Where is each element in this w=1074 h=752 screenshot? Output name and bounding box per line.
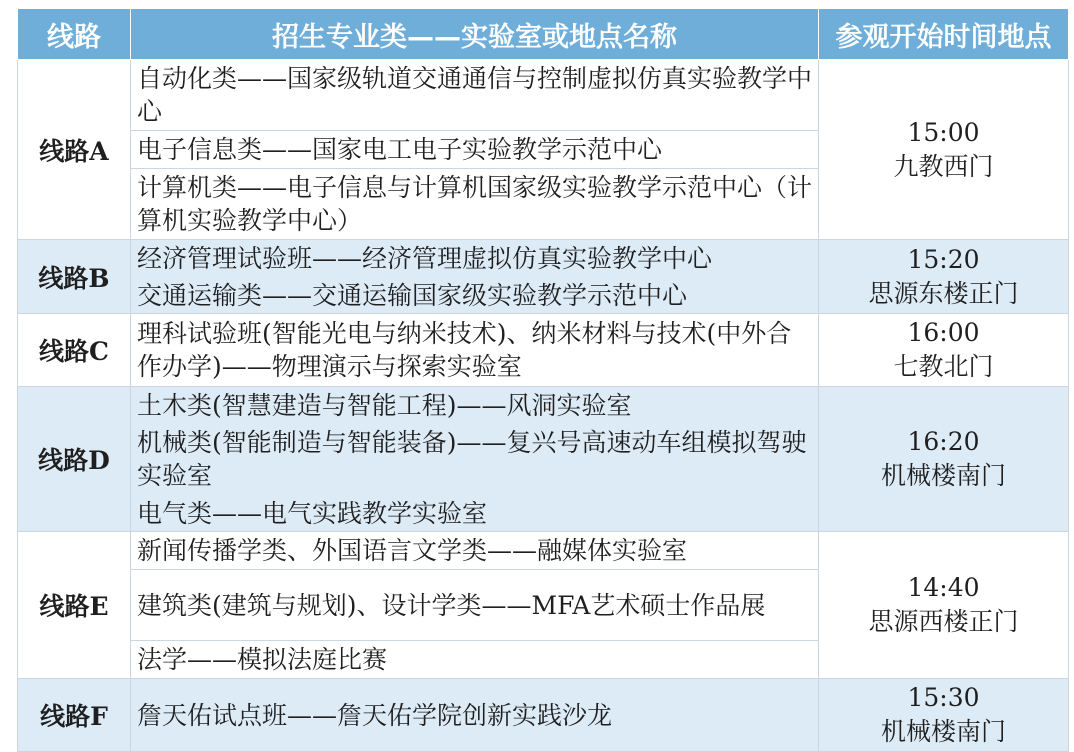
time-place-cell (819, 240, 1069, 314)
program-item: 土木类(智慧建造与智能工程)——风洞实验室 (131, 387, 819, 424)
program-item: 自动化类——国家级轨道交通通信与控制虚拟仿真实验教学中心 (131, 60, 819, 131)
program-item: 建筑类(建筑与规划)、设计学类——MFA艺术硕士作品展 (131, 570, 819, 641)
header-program: 招生专业类——实验室或地点名称 (131, 9, 819, 60)
program-item: 电子信息类——国家电工电子实验教学示范中心 (131, 131, 819, 169)
table-row (18, 532, 1069, 570)
program-item: 法学——模拟法庭比赛 (131, 641, 819, 679)
program-item: 经济管理试验班——经济管理虚拟仿真实验教学中心 (131, 240, 819, 277)
program-item: 电气类——电气实践教学实验室 (131, 495, 819, 532)
route-label: 线路A (18, 60, 131, 240)
start-time: 15:00 (907, 117, 980, 147)
header-route: 线路 (18, 9, 131, 60)
table-row (18, 240, 1069, 277)
table-row (18, 387, 1069, 424)
program-item: 詹天佑试点班——詹天佑学院创新实践沙龙 (131, 679, 819, 752)
time-place-cell (819, 679, 1069, 752)
table-row (18, 314, 1069, 387)
program-item: 机械类(智能制造与智能装备)——复兴号高速动车组模拟驾驶实验室 (131, 424, 819, 495)
meeting-place: 七教北门 (893, 352, 994, 381)
time-place-cell (819, 532, 1069, 679)
time-place-cell (819, 60, 1069, 240)
program-item: 交通运输类——交通运输国家级实验教学示范中心 (131, 277, 819, 314)
start-time: 16:20 (907, 427, 980, 456)
meeting-place: 机械楼南门 (880, 461, 1006, 490)
meeting-place: 机械楼南门 (880, 717, 1006, 746)
route-label: 线路D (18, 387, 131, 532)
route-label: 线路E (18, 532, 131, 679)
meeting-place: 思源西楼正门 (868, 607, 1019, 636)
program-item: 新闻传播学类、外国语言文学类——融媒体实验室 (131, 532, 819, 570)
start-time: 14:40 (907, 573, 980, 602)
program-item: 计算机类——电子信息与计算机国家级实验教学示范中心（计算机实验教学中心） (131, 169, 819, 240)
route-label: 线路F (18, 679, 131, 752)
table-row (18, 60, 1069, 131)
start-time: 15:30 (907, 683, 980, 712)
route-label: 线路C (18, 314, 131, 387)
table-row (18, 679, 1069, 752)
start-time: 15:20 (907, 244, 980, 274)
meeting-place: 九教西门 (893, 151, 994, 181)
route-label: 线路B (18, 240, 131, 314)
header-time-place: 参观开始时间地点 (819, 9, 1069, 60)
time-place-cell (819, 314, 1069, 387)
start-time: 16:00 (907, 318, 980, 347)
header-row (18, 9, 1069, 60)
route-table (17, 8, 1069, 752)
time-place-cell (819, 387, 1069, 532)
program-item: 理科试验班(智能光电与纳米技术)、纳米材料与技术(中外合作办学)——物理演示与探索实验室 (131, 314, 819, 387)
meeting-place: 思源东楼正门 (868, 278, 1019, 308)
